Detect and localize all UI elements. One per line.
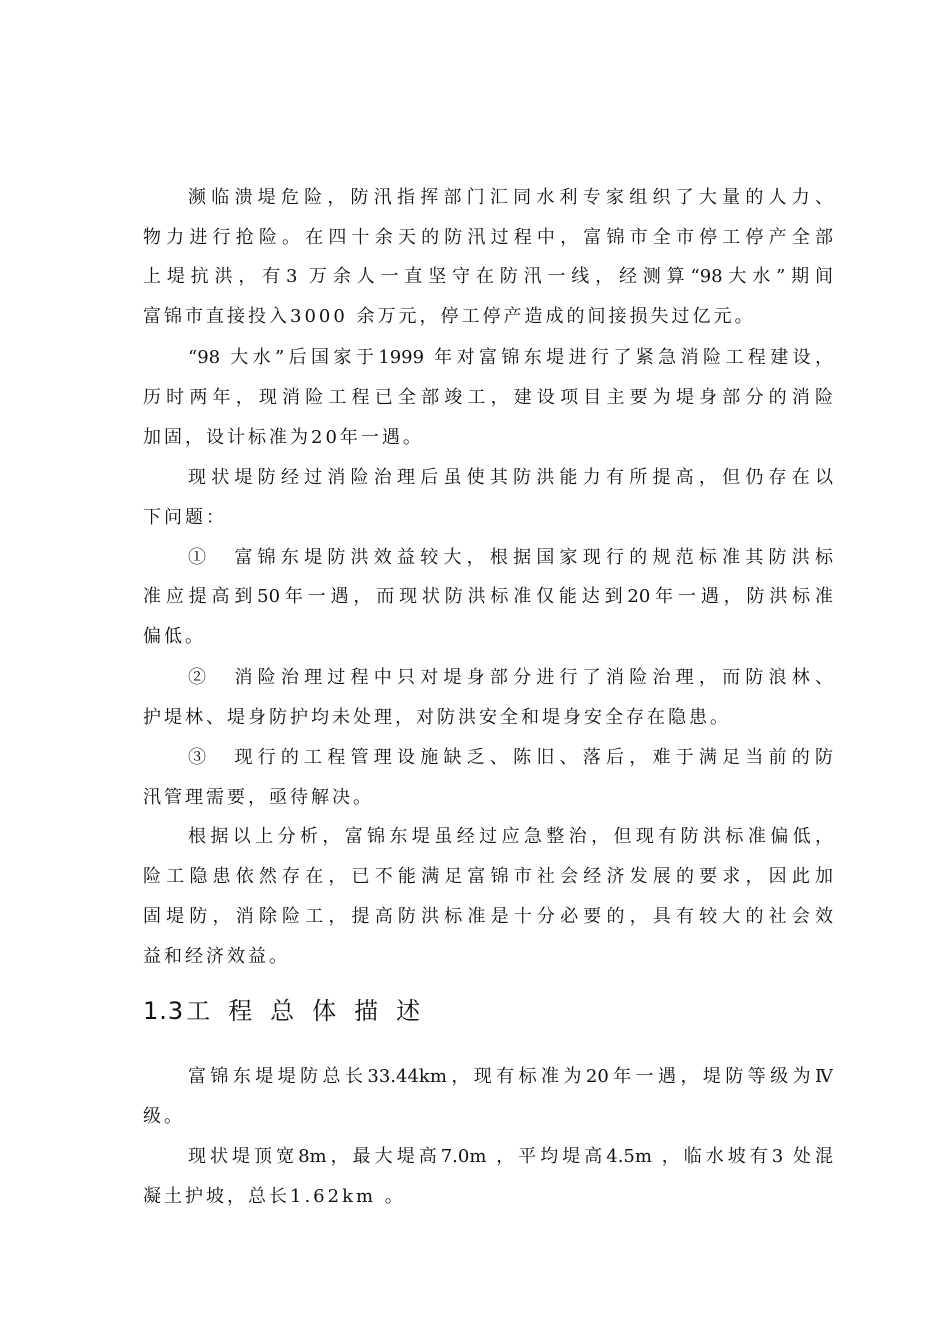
text-line: 益和经济效益。 <box>143 946 290 967</box>
list-item-line: ① 富锦东堤防洪效益较大，根据国家现行的规范标准其防洪标 <box>188 547 833 568</box>
text-line: 护堤林、堤身防护均未处理，对防洪安全和堤身安全存在隐患。 <box>143 707 731 728</box>
list-item-line: ③ 现行的工程管理设施缺乏、陈旧、落后，难于满足当前的防 <box>188 747 833 768</box>
text-line: 险工隐患依然存在，已不能满足富锦市社会经济发展的要求，因此加 <box>143 866 833 887</box>
text-line: 下问题： <box>143 507 227 528</box>
text-line: 濒临溃堤危险，防汛指挥部门汇同水利专家组织了大量的人力、 <box>188 187 833 208</box>
text-line: 富锦东堤堤防总长33.44km，现有标准为20年一遇，堤防等级为Ⅳ <box>188 1066 833 1087</box>
text-line: 准应提高到50年一遇，而现状防洪标准仅能达到20年一遇，防洪标准 <box>143 586 833 607</box>
text-line: 历时两年，现消险工程已全部竣工，建设项目主要为堤身部分的消险 <box>143 387 833 408</box>
text-line: 偏低。 <box>143 626 206 647</box>
text-line: 固堤防，消除险工，提高防洪标准是十分必要的，具有较大的社会效 <box>143 906 833 927</box>
list-item-line: ② 消险治理过程中只对堤身部分进行了消险治理，而防浪林、 <box>188 667 833 688</box>
section-title: 工程总体描述 <box>186 997 439 1025</box>
text-line: 富锦市直接投入3000 余万元，停工停产造成的间接损失过亿元。 <box>143 306 756 327</box>
text-line: 现状堤顶宽8m，最大堤高7.0m ，平均堤高4.5m ，临水坡有3 处混 <box>188 1146 833 1167</box>
section-number: 1.3 <box>143 997 185 1025</box>
text-line: 级。 <box>143 1106 185 1127</box>
text-line: 根据以上分析，富锦东堤虽经过应急整治，但现有防洪标准偏低， <box>188 826 833 847</box>
text-line: 现状堤防经过消险治理后虽使其防洪能力有所提高，但仍存在以 <box>188 467 833 488</box>
text-line: 凝土护坡，总长1.62km 。 <box>143 1186 406 1207</box>
text-line: 物力进行抢险。在四十余天的防汛过程中，富锦市全市停工停产全部 <box>143 227 833 248</box>
text-line: 加固，设计标准为20年一遇。 <box>143 427 424 448</box>
text-line: 上堤抗洪，有3 万余人一直坚守在防汛一线，经测算“98大水”期间 <box>143 266 833 287</box>
text-line: 汛管理需要，亟待解决。 <box>143 787 374 808</box>
text-line: “98 大水”后国家于1999 年对富锦东堤进行了紧急消险工程建设， <box>188 347 833 368</box>
section-heading <box>143 996 438 1030</box>
